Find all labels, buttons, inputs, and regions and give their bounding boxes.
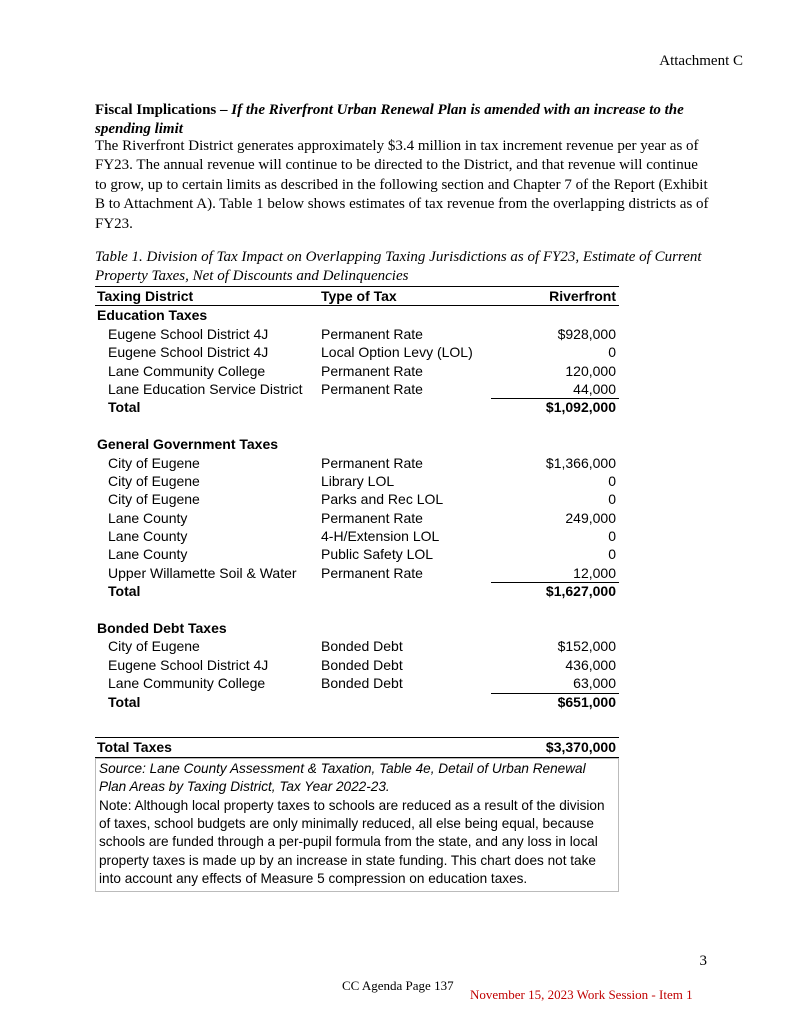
table-row <box>95 362 619 380</box>
taxing-district: Eugene School District 4J <box>108 656 269 673</box>
table-header-row <box>95 286 619 306</box>
taxing-district: Lane County <box>108 546 188 563</box>
table-row <box>95 637 619 655</box>
section-title-row <box>95 435 619 453</box>
body-paragraph: The Riverfront District generates approximately $3.4 million in tax increment revenue per year as of FY23. The annual revenue will continue to be directed to the District, and that revenue will continue to grow, up to certain limits as described in the following section and Chapter 7 of the Report (Exhibit B to Attachment A). Table 1 below shows estimates of tax revenue from the overlapping districts as of FY23. <box>95 138 709 232</box>
grand-total-value: $3,370,000 <box>545 739 616 756</box>
table-row <box>95 545 619 563</box>
section-total-row <box>95 398 619 416</box>
table-row <box>95 509 619 527</box>
source-text: Source: Lane County Assessment & Taxation, Table 4e, Detail of Urban Renewal Plan Areas by Taxing District, Tax Year 2022-23. <box>99 760 586 795</box>
riverfront-amount: 0 <box>608 472 616 489</box>
table-row <box>95 472 619 490</box>
header-taxing-district: Taxing District <box>97 288 194 304</box>
taxing-district: Lane Community College <box>108 675 266 692</box>
taxing-district: City of Eugene <box>108 472 200 489</box>
type-of-tax: Permanent Rate <box>321 509 423 526</box>
taxing-district: Eugene School District 4J <box>108 344 269 361</box>
taxing-district: Lane County <box>108 528 188 545</box>
total-value: $1,092,000 <box>545 399 616 416</box>
table-row <box>95 656 619 674</box>
type-of-tax: Permanent Rate <box>321 380 423 397</box>
type-of-tax: Bonded Debt <box>321 638 403 655</box>
grand-total-label: Total Taxes <box>97 739 172 756</box>
header-riverfront: Riverfront <box>549 288 616 304</box>
riverfront-amount: 12,000 <box>573 564 616 581</box>
spacer-row <box>95 601 619 619</box>
table-row <box>95 454 619 472</box>
riverfront-amount: 249,000 <box>565 509 616 526</box>
riverfront-amount: $152,000 <box>557 638 616 655</box>
riverfront-amount: 63,000 <box>573 675 616 692</box>
taxing-district: Lane County <box>108 509 188 526</box>
total-label: Total <box>108 399 141 416</box>
table-row <box>95 380 619 398</box>
riverfront-amount: 120,000 <box>565 362 616 379</box>
type-of-tax: Permanent Rate <box>321 454 423 471</box>
type-of-tax: Bonded Debt <box>321 656 403 673</box>
table-row <box>95 564 619 582</box>
type-of-tax: Permanent Rate <box>321 325 423 342</box>
section-total-row <box>95 582 619 600</box>
header-type-of-tax: Type of Tax <box>321 288 397 304</box>
riverfront-amount: $1,366,000 <box>545 454 616 471</box>
riverfront-amount: 0 <box>608 491 616 508</box>
taxing-district: City of Eugene <box>108 454 200 471</box>
table-row <box>95 325 619 343</box>
riverfront-amount: 0 <box>608 546 616 563</box>
heading-bold: Fiscal Implications – <box>95 102 232 118</box>
section-title: Bonded Debt Taxes <box>97 620 227 637</box>
table-row <box>95 490 619 508</box>
riverfront-amount: 44,000 <box>573 380 616 397</box>
table-row <box>95 527 619 545</box>
taxing-district: Lane Education Service District <box>108 380 303 397</box>
type-of-tax: Public Safety LOL <box>321 546 434 563</box>
total-label: Total <box>108 693 141 710</box>
grand-total-row <box>95 737 619 757</box>
section-title: General Government Taxes <box>97 436 279 453</box>
table-caption: Table 1. Division of Tax Impact on Overlapping Taxing Jurisdictions as of FY23, Estimate of Current Property Taxes, Net of Discounts and Delinquencies <box>95 249 702 284</box>
riverfront-amount: 0 <box>608 528 616 545</box>
taxing-district: Lane Community College <box>108 362 266 379</box>
section-title-row <box>95 306 619 324</box>
type-of-tax: 4-H/Extension LOL <box>321 528 440 545</box>
type-of-tax: Permanent Rate <box>321 564 423 581</box>
total-value: $651,000 <box>557 693 616 710</box>
type-of-tax: Library LOL <box>321 472 395 489</box>
tax-table <box>95 286 619 892</box>
spacer-row <box>95 417 619 435</box>
riverfront-amount: 436,000 <box>565 656 616 673</box>
attachment-label: Attachment C <box>659 53 743 69</box>
heading-italic: If the Riverfront Urban Renewal Plan is amended with an increase to the spending limit <box>95 102 684 137</box>
agenda-page: CC Agenda Page 137 <box>342 978 454 993</box>
type-of-tax: Permanent Rate <box>321 362 423 379</box>
work-session-label: November 15, 2023 Work Session - Item 1 <box>470 987 693 1002</box>
page-number: 3 <box>699 953 707 969</box>
total-value: $1,627,000 <box>545 583 616 600</box>
riverfront-amount: 0 <box>608 344 616 361</box>
riverfront-amount: $928,000 <box>557 325 616 342</box>
type-of-tax: Local Option Levy (LOL) <box>321 344 473 361</box>
note-text: Note: Although local property taxes to schools are reduced as a result of the division of taxes, school budgets are only minimally reduced, all else being equal, because schools are funded through a per-pupil formula from the state, and any loss in local property taxes is made up by an increase in state funding. This chart does not take into account any effects of Measure 5 compression on education taxes. <box>99 797 605 887</box>
section-heading <box>95 101 715 139</box>
spacer-row <box>95 711 619 729</box>
table-note <box>95 758 619 892</box>
table-row <box>95 674 619 692</box>
taxing-district: Upper Willamette Soil & Water <box>108 564 297 581</box>
taxing-district: Eugene School District 4J <box>108 325 269 342</box>
taxing-district: City of Eugene <box>108 491 200 508</box>
section-total-row <box>95 693 619 711</box>
type-of-tax: Bonded Debt <box>321 675 403 692</box>
taxing-district: City of Eugene <box>108 638 200 655</box>
total-label: Total <box>108 583 141 600</box>
type-of-tax: Parks and Rec LOL <box>321 491 444 508</box>
section-title: Education Taxes <box>97 307 208 324</box>
section-title-row <box>95 619 619 637</box>
table-row <box>95 343 619 361</box>
